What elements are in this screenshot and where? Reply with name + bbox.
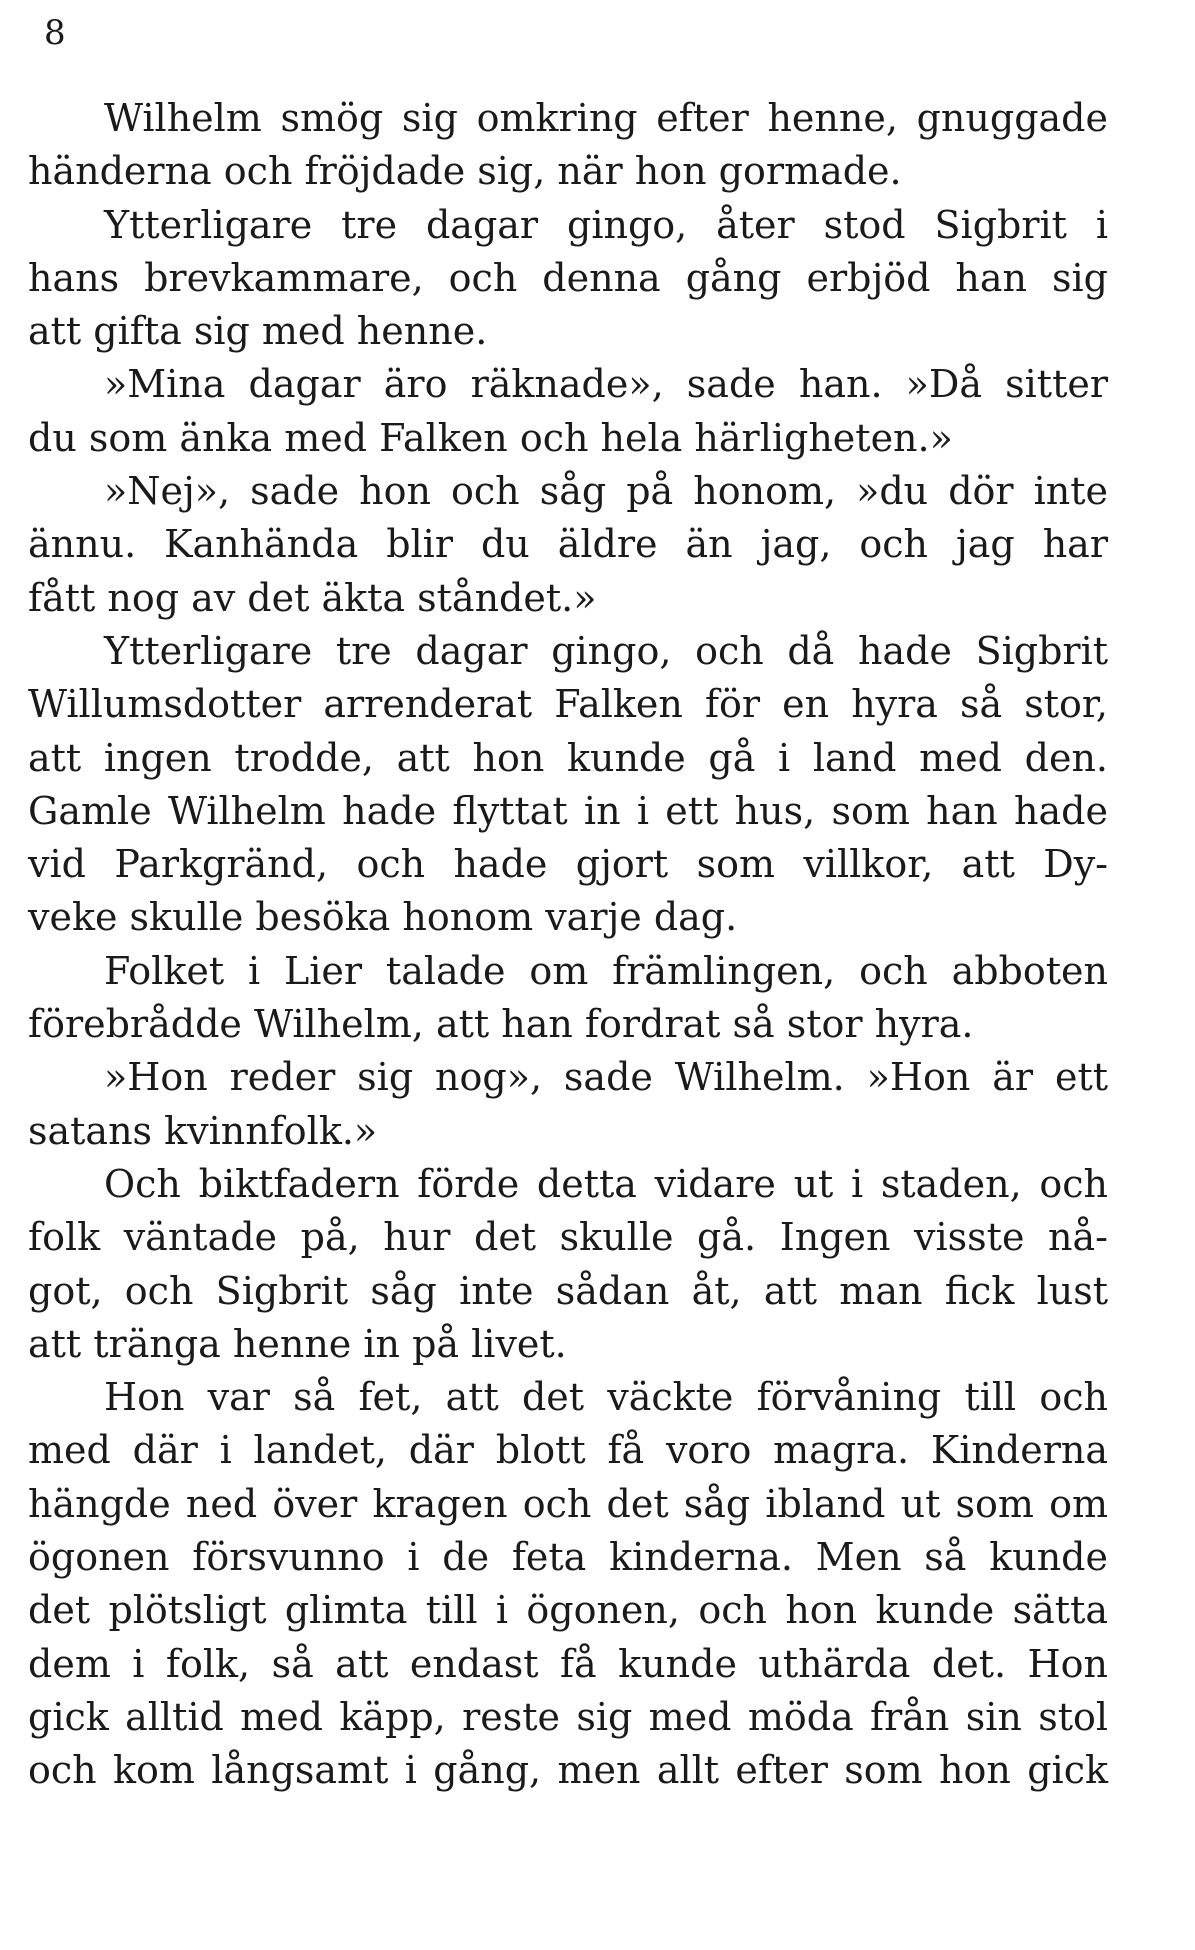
- text-line: satans kvinnfolk.»: [28, 1108, 378, 1153]
- text-line: got, och Sigbrit såg inte sådan åt, att man fick lust: [28, 1268, 1108, 1313]
- text-line: gick alltid med käpp, reste sig med möda från sin stol: [28, 1694, 1108, 1739]
- text-line: ännu. Kanhända blir du äldre än jag, och jag har: [28, 522, 1108, 567]
- text-line: »Nej», sade hon och såg på honom, »du dör inte: [104, 469, 1108, 514]
- text-line: och kom långsamt i gång, men allt efter som hon gick: [28, 1748, 1108, 1793]
- text-line: att tränga henne in på livet.: [28, 1321, 567, 1366]
- text-line: händerna och fröjdade sig, när hon gormade.: [28, 149, 902, 194]
- text-line: dem i folk, så att endast få kunde uthärda det. Hon: [28, 1641, 1108, 1686]
- text-line: »Hon reder sig nog», sade Wilhelm. »Hon är ett: [104, 1055, 1108, 1100]
- text-line: du som änka med Falken och hela härligheten.»: [28, 415, 953, 460]
- text-line: att ingen trodde, att hon kunde gå i land med den.: [28, 735, 1108, 780]
- text-line: fått nog av det äkta ståndet.»: [28, 575, 597, 620]
- text-line: hängde ned över kragen och det såg ibland ut som om: [28, 1481, 1108, 1526]
- text-line: »Mina dagar äro räknade», sade han. »Då sitter: [104, 362, 1108, 407]
- text-line: folk väntade på, hur det skulle gå. Ingen visste nå-: [28, 1215, 1108, 1260]
- text-line: vid Parkgränd, och hade gjort som villkor, att Dy-: [28, 842, 1108, 887]
- body-text: [28, 92, 1108, 1798]
- text-line: ögonen försvunno i de feta kinderna. Men så kunde: [28, 1535, 1108, 1580]
- text-line: Wilhelm smög sig omkring efter henne, gnuggade: [104, 96, 1108, 140]
- page-number: 8: [44, 13, 66, 53]
- text-line: förebrådde Wilhelm, att han fordrat så stor hyra.: [28, 1002, 974, 1047]
- text-line: det plötsligt glimta till i ögonen, och hon kunde sätta: [28, 1588, 1108, 1633]
- text-line: hans brevkammare, och denna gång erbjöd han sig: [28, 255, 1108, 300]
- text-line: veke skulle besöka honom varje dag.: [28, 895, 738, 940]
- text-line: Och biktfadern förde detta vidare ut i staden, och: [104, 1161, 1108, 1206]
- text-line: Ytterligare tre dagar gingo, åter stod Sigbrit i: [104, 202, 1108, 247]
- text-line: Gamle Wilhelm hade flyttat in i ett hus, som han hade: [28, 788, 1108, 833]
- text-line: Ytterligare tre dagar gingo, och då hade Sigbrit: [104, 628, 1108, 673]
- text-line: Folket i Lier talade om främlingen, och abboten: [104, 948, 1108, 993]
- text-line: att gifta sig med henne.: [28, 309, 488, 354]
- text-line: Hon var så fet, att det väckte förvåning till och: [104, 1375, 1108, 1420]
- text-line: Willumsdotter arrenderat Falken för en hyra så stor,: [28, 682, 1108, 727]
- text-line: med där i landet, där blott få voro magra. Kinderna: [28, 1428, 1108, 1473]
